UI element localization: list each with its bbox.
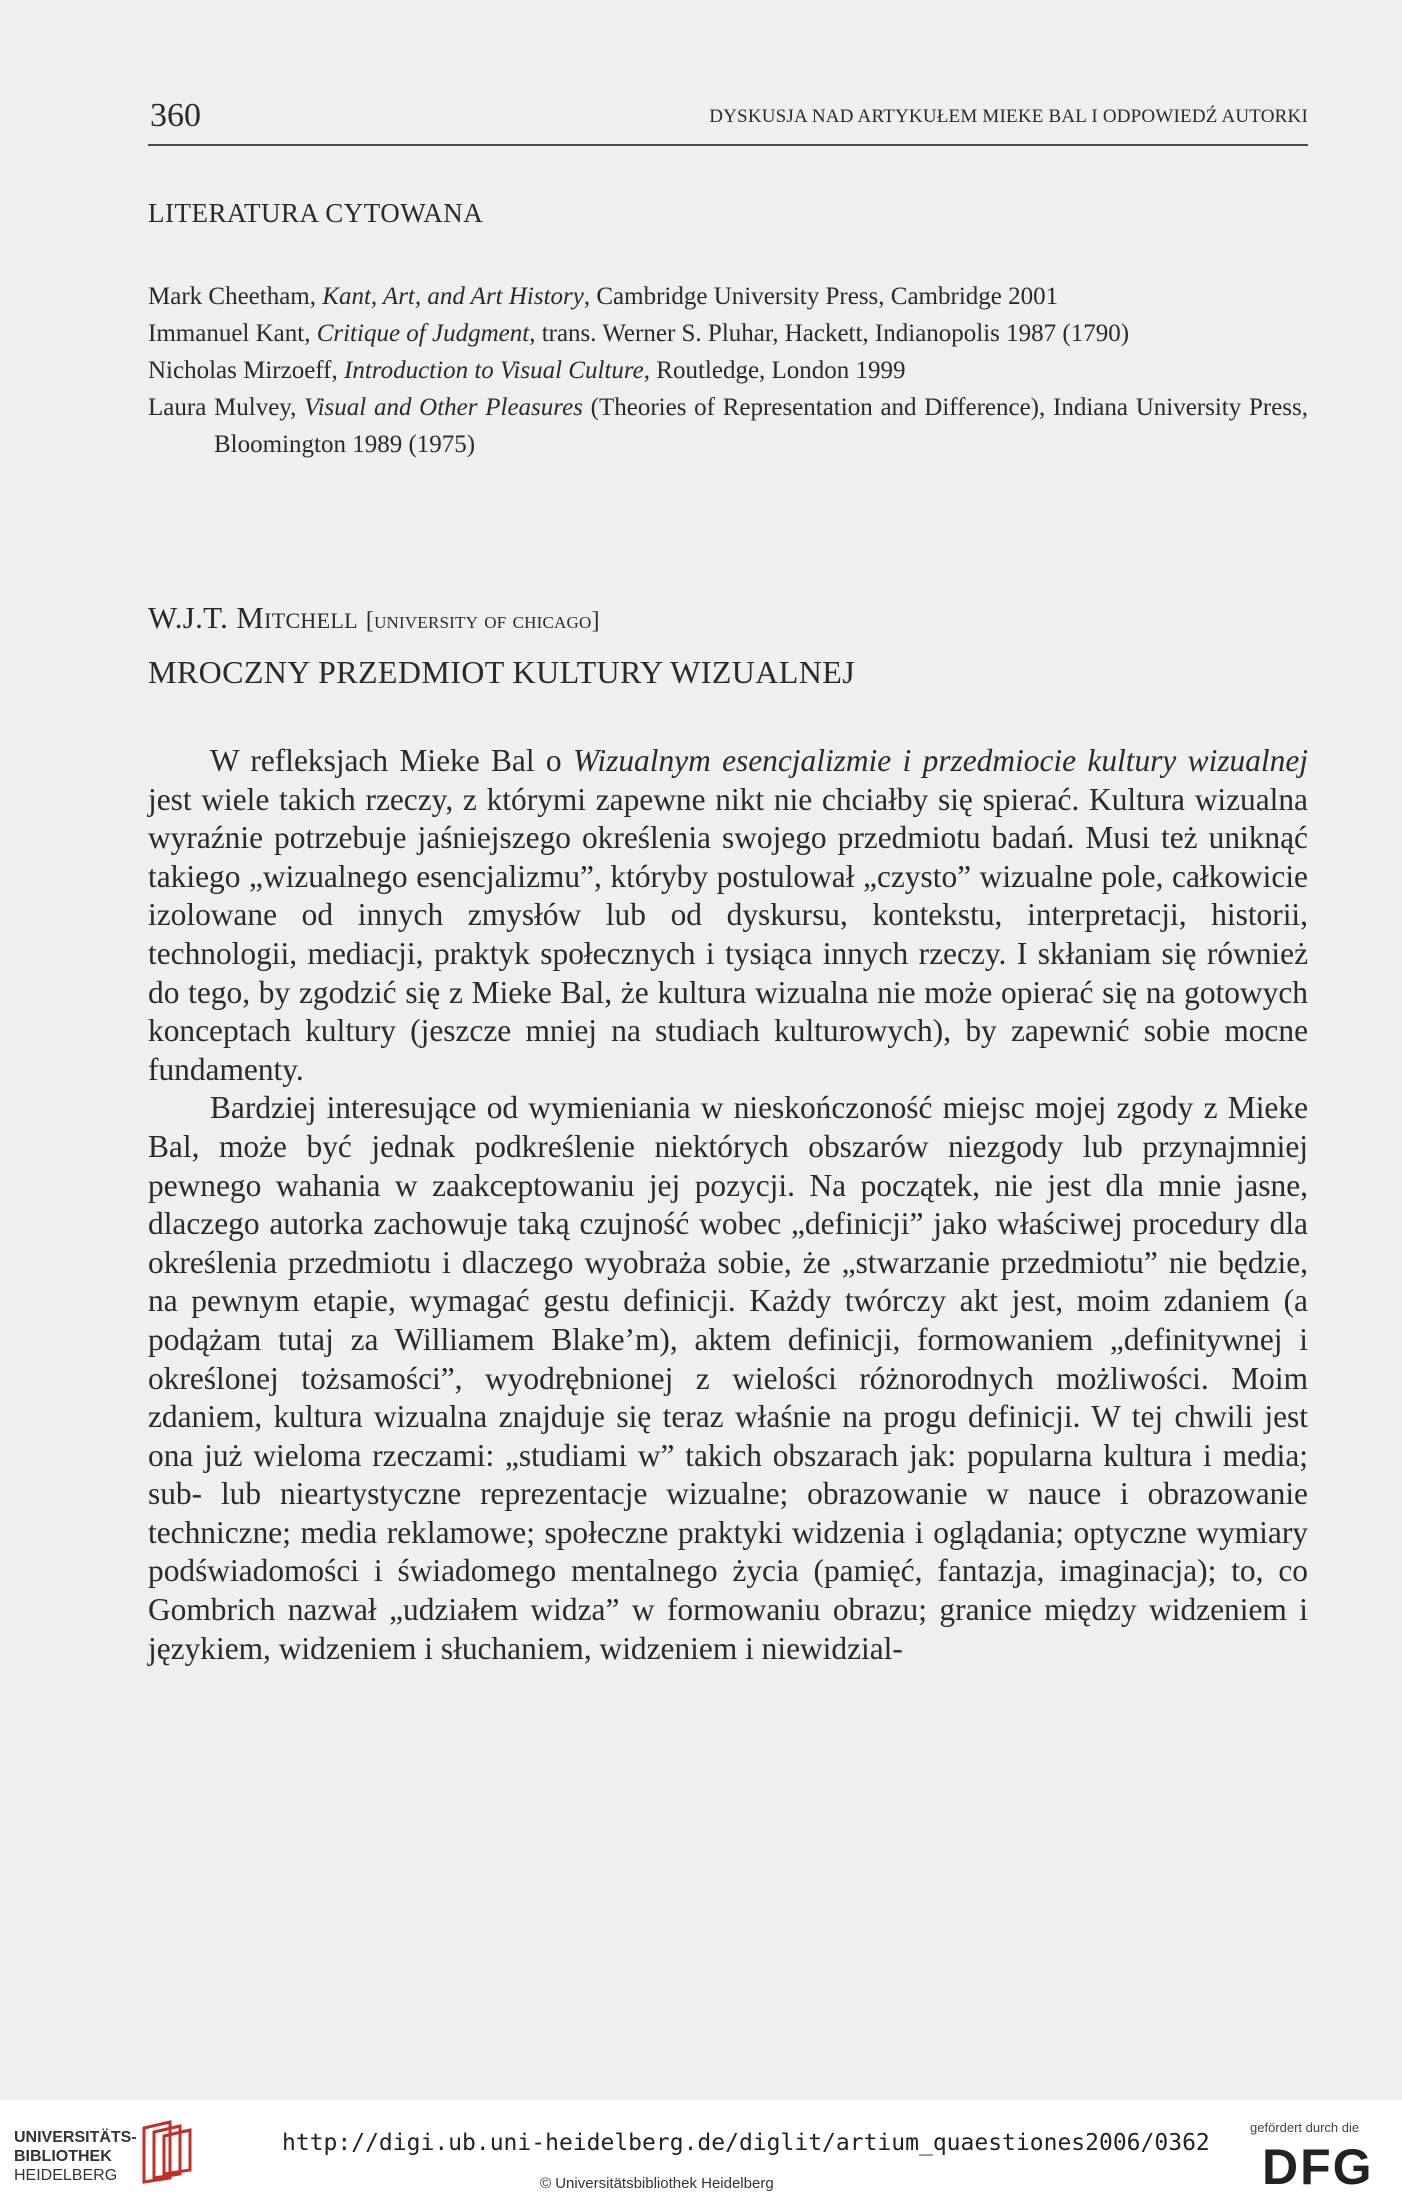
author-name: W.J.T. Mitchell bbox=[148, 600, 358, 635]
document-url-link[interactable]: http://digi.ub.uni-heidelberg.de/diglit/artium_quaestiones2006/0362 bbox=[282, 2130, 1210, 2156]
reference-item: Laura Mulvey, Visual and Other Pleasures (Theories of Representation and Difference), Indiana University Press, Bloomington 1989 (1975) bbox=[148, 394, 1309, 458]
article-author bbox=[148, 600, 600, 636]
page-number: 360 bbox=[150, 97, 201, 134]
dfg-logo: DFG bbox=[1262, 2139, 1374, 2195]
funding-note: gefördert durch die bbox=[1250, 2120, 1360, 2135]
library-emblem-icon bbox=[140, 2120, 194, 2184]
digitization-footer bbox=[0, 2100, 1402, 2207]
cited-title: Wizualnym esencjalizmie i przedmiocie kultury wizualnej bbox=[572, 743, 1309, 778]
copyright-notice: © Universitätsbibliothek Heidelberg bbox=[540, 2175, 774, 2192]
paragraph: W refleksjach Mieke Bal o Wizualnym esencjalizmie i przedmiocie kultury wizualnej jest wiele takich rzeczy, z którymi zapewne nikt nie chciałby się spierać. Kultura wizualna wyraźnie potrzebuje jaśniejszego określenia swojego przedmiotu badań. Musi też uniknąć takiego „wizualnego esencjalizmu”, któryby postulował „czysto” wizualne pole, całkowicie izolowane od innych zmysłów lub od dyskursu, kontekstu, interpretacji, historii, technologii, mediacji, praktyk społecznych i tysiąca innych rzeczy. I skłaniam się również do tego, by zgodzić się z Mieke Bal, że kultura wizualna nie może opierać się na gotowych konceptach kultury (jeszcze mniej na studiach kulturowych), by zapewnić sobie mocne fundamenty. bbox=[148, 743, 1309, 1087]
reference-item: Nicholas Mirzoeff, Introduction to Visual Culture, Routledge, London 1999 bbox=[148, 357, 906, 384]
references-list bbox=[148, 278, 1308, 463]
author-affiliation: [university of chicago] bbox=[365, 608, 600, 634]
reference-title: Introduction to Visual Culture bbox=[344, 357, 644, 384]
article-title: MROCZNY PRZEDMIOT KULTURY WIZUALNEJ bbox=[148, 654, 856, 690]
reference-item: Mark Cheetham, Kant, Art, and Art History, Cambridge University Press, Cambridge 2001 bbox=[148, 283, 1059, 310]
article-body bbox=[148, 742, 1308, 1668]
references-heading: LITERATURA CYTOWANA bbox=[148, 198, 484, 228]
page-header bbox=[148, 96, 1308, 146]
paragraph: Bardziej interesujące od wymieniania w nieskończoność miejsc mojej zgody z Mieke Bal, może być jednak podkreślenie niektórych obszarów niezgody lub przynajmniej pewnego wahania w zaakceptowaniu jej pozycji. Na początek, nie jest dla mnie jasne, dlaczego autorka zachowuje taką czujność wobec „definicji” jako właściwej procedury dla określenia przedmiotu i dlaczego wyobraża sobie, że „stwarzanie przedmiotu” nie będzie, na pewnym etapie, wymagać gestu definicji. Każdy twórczy akt jest, moim zdaniem (a podążam tutaj za Williamem Blake’m), aktem definicji, formowaniem „definitywnej i określonej tożsamości”, wyodrębnionej z wielości różnorodnych możliwości. Moim zdaniem, kultura wizualna znajduje się teraz właśnie na progu definicji. W tej chwili jest ona już wieloma rzeczami: „studiami w” takich obszarach jak: popularna kultura i media; sub- lub nieartystyczne reprezentacje wizualne; obrazowanie w nauce i obrazowanie techniczne; media reklamowe; społeczne praktyki widzenia i oglądania; optyczne wymiary podświadomości i świadomego mentalnego życia (pamięć, fantazja, imaginacja); to, co Gombrich nazwał „udziałem widza” w formowaniu obrazu; granice między widzeniem i językiem, widzeniem i słuchaniem, widzeniem i niewidzial- bbox=[148, 1090, 1308, 1666]
reference-title: Critique of Judgment bbox=[316, 320, 530, 347]
reference-title: Visual and Other Pleasures bbox=[304, 394, 583, 421]
library-logo: UNIVERSITÄTS- BIBLIOTHEK HEIDELBERG bbox=[14, 2129, 137, 2184]
running-head: DYSKUSJA NAD ARTYKUŁEM MIEKE BAL I ODPOWIEDŹ AUTORKI bbox=[709, 106, 1308, 127]
reference-item: Immanuel Kant, Critique of Judgment, trans. Werner S. Pluhar, Hackett, Indianopolis 1987 (1790) bbox=[148, 320, 1130, 347]
reference-title: Kant, Art, and Art History bbox=[322, 283, 584, 310]
